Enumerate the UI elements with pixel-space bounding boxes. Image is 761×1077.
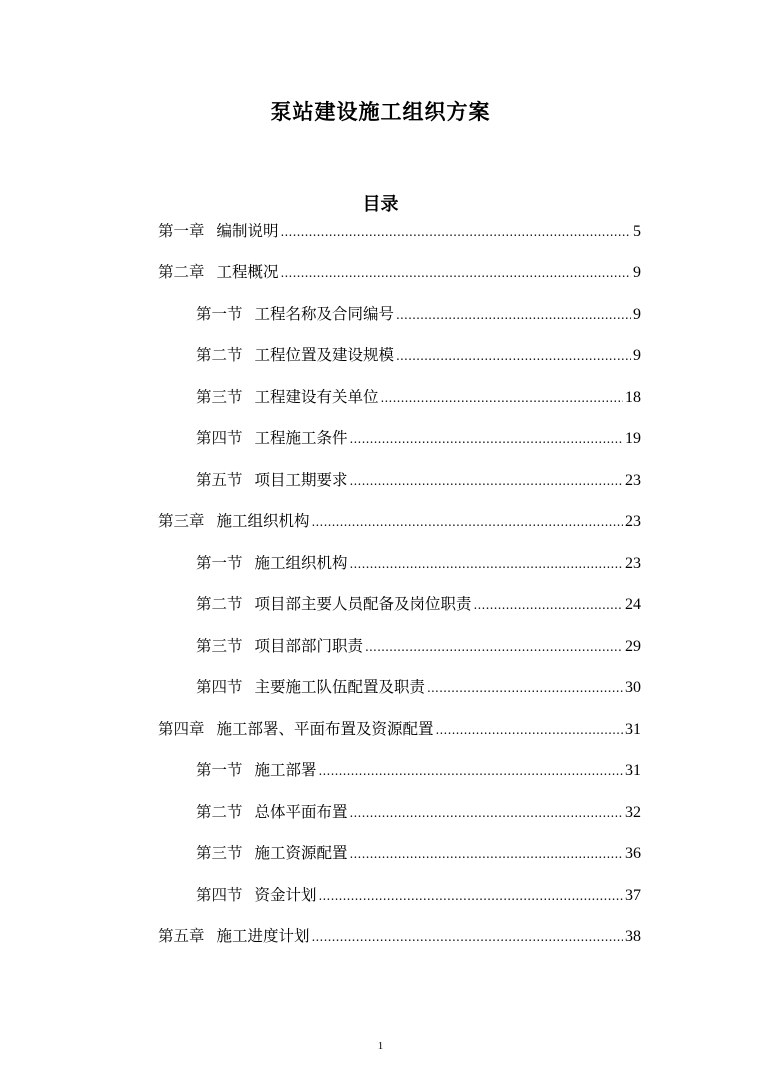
toc-entry-text: 总体平面布置 — [254, 803, 348, 821]
toc-entry-page: 5 — [633, 223, 641, 240]
toc-entry-text: 项目部主要人员配备及岗位职责 — [254, 595, 472, 613]
toc-entry-page: 24 — [625, 596, 641, 613]
toc-entry-section[interactable] — [196, 882, 641, 908]
toc-leader-dots — [350, 800, 623, 826]
toc-entry-section[interactable] — [196, 384, 641, 410]
toc-leader-dots — [281, 219, 631, 245]
toc-entry-page: 18 — [625, 389, 641, 406]
toc-leader-dots — [350, 551, 623, 577]
document-title: 泵站建设施工组织方案 — [270, 100, 491, 124]
toc-entry-text: 工程位置及建设规模 — [254, 346, 395, 364]
toc-entry-section[interactable] — [196, 840, 641, 866]
toc-entry-section[interactable] — [196, 342, 641, 368]
toc-leader-dots — [312, 924, 623, 950]
toc-entry-section[interactable] — [196, 757, 641, 783]
toc-entry-page: 23 — [625, 472, 641, 489]
page-number: 1 — [377, 1040, 384, 1052]
toc-entry-page: 32 — [625, 804, 641, 821]
toc-entry-chapter-5[interactable] — [158, 923, 641, 949]
toc-entry-label: 第四节 — [196, 886, 243, 904]
toc-entry-label: 第一节 — [196, 554, 243, 572]
toc-entry-chapter-3[interactable] — [158, 508, 641, 534]
toc-leader-dots — [474, 592, 623, 618]
toc-entry-page: 36 — [625, 845, 641, 862]
toc-entry-section[interactable] — [196, 633, 641, 659]
toc-entry-text: 工程概况 — [216, 263, 279, 281]
toc-entry-text: 工程建设有关单位 — [254, 388, 379, 406]
toc-entry-label: 第五章 — [158, 927, 205, 945]
toc-entry-label: 第三节 — [196, 388, 243, 406]
toc-entry-page: 9 — [633, 347, 641, 364]
toc-entry-chapter-4[interactable] — [158, 716, 641, 742]
toc-entry-page: 23 — [625, 513, 641, 530]
toc-entry-text: 项目工期要求 — [254, 471, 348, 489]
toc-entry-section[interactable] — [196, 467, 641, 493]
toc-entry-label: 第二节 — [196, 346, 243, 364]
toc-entry-label: 第二节 — [196, 595, 243, 613]
toc-entry-section[interactable] — [196, 301, 641, 327]
toc-entry-text: 资金计划 — [254, 886, 317, 904]
toc-leader-dots — [350, 426, 623, 452]
toc-entry-page: 31 — [625, 762, 641, 779]
toc-leader-dots — [350, 841, 623, 867]
toc-entry-text: 施工资源配置 — [254, 844, 348, 862]
toc-entry-label: 第三节 — [196, 844, 243, 862]
toc-entry-label: 第四章 — [158, 720, 205, 738]
toc-entry-label: 第一节 — [196, 305, 243, 323]
toc-leader-dots — [319, 758, 623, 784]
toc-entry-page: 9 — [633, 264, 641, 281]
toc-entry-label: 第二章 — [158, 263, 205, 281]
toc-entry-label: 第二节 — [196, 803, 243, 821]
toc-entry-section[interactable] — [196, 591, 641, 617]
toc-leader-dots — [350, 468, 623, 494]
toc-entry-text: 施工组织机构 — [254, 554, 348, 572]
toc-entry-section[interactable] — [196, 550, 641, 576]
toc-entry-label: 第一章 — [158, 222, 205, 240]
toc-entry-text: 施工组织机构 — [216, 512, 310, 530]
toc-entry-label: 第五节 — [196, 471, 243, 489]
toc-leader-dots — [281, 260, 631, 286]
toc-entry-page: 37 — [625, 887, 641, 904]
toc-entry-text: 编制说明 — [216, 222, 279, 240]
toc-entry-text: 工程名称及合同编号 — [254, 305, 395, 323]
toc-entry-section[interactable] — [196, 425, 641, 451]
toc-entry-chapter-2[interactable] — [158, 259, 641, 285]
toc-leader-dots — [396, 343, 631, 369]
toc-entry-text: 施工部署 — [254, 761, 317, 779]
toc-entry-text: 施工部署、平面布置及资源配置 — [216, 720, 434, 738]
toc-leader-dots — [319, 883, 623, 909]
toc-heading: 目录 — [362, 194, 399, 215]
toc-leader-dots — [396, 302, 631, 328]
toc-entry-page: 9 — [633, 306, 641, 323]
toc-entry-section[interactable] — [196, 674, 641, 700]
toc-entry-section[interactable] — [196, 799, 641, 825]
toc-entry-text: 工程施工条件 — [254, 429, 348, 447]
toc-entry-label: 第四节 — [196, 678, 243, 696]
toc-entry-page: 30 — [625, 679, 641, 696]
toc-entry-page: 29 — [625, 638, 641, 655]
toc-entry-label: 第四节 — [196, 429, 243, 447]
toc-entry-page: 23 — [625, 555, 641, 572]
toc-entry-label: 第一节 — [196, 761, 243, 779]
toc-entry-label: 第三章 — [158, 512, 205, 530]
toc-entry-text: 项目部部门职责 — [254, 637, 364, 655]
toc-entry-page: 38 — [625, 928, 641, 945]
toc-entry-page: 19 — [625, 430, 641, 447]
toc-leader-dots — [365, 634, 623, 660]
toc-entry-text: 主要施工队伍配置及职责 — [254, 678, 426, 696]
toc-leader-dots — [427, 675, 623, 701]
toc-entry-page: 31 — [625, 721, 641, 738]
toc-leader-dots — [436, 717, 623, 743]
toc-entry-text: 施工进度计划 — [216, 927, 310, 945]
toc-entry-chapter-1[interactable] — [158, 218, 641, 244]
toc-entry-label: 第三节 — [196, 637, 243, 655]
toc-leader-dots — [381, 385, 623, 411]
toc-leader-dots — [312, 509, 623, 535]
